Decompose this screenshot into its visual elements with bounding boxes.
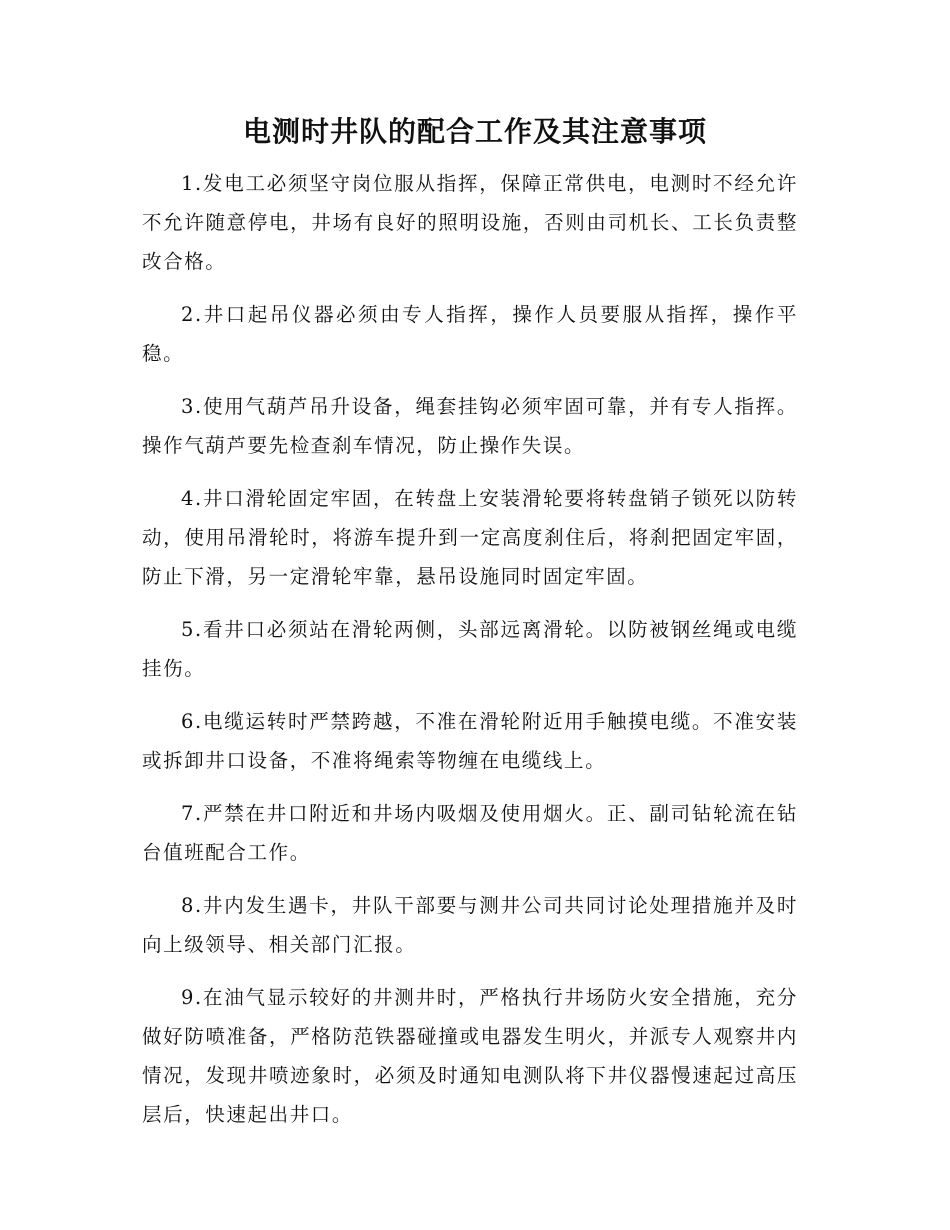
paragraph-9: 9.在油气显示较好的井测井时，严格执行井场防火安全措施，充分做好防喷准备，严格防范铁器碰撞或电器发生明火，并派专人观察井内情况，发现井喷迹象时，必须及时通知电测队将下井仪器慢速起过高压层后，快速起出井口。 — [142, 986, 798, 1126]
document-body — [142, 164, 798, 1148]
paragraph-5: 5.看井口必须站在滑轮两侧，头部远离滑轮。以防被钢丝绳或电缆挂伤。 — [142, 618, 798, 680]
paragraph-1: 1.发电工必须坚守岗位服从指挥，保障正常供电，电测时不经允许不允许随意停电，井场有良好的照明设施，否则由司机长、工长负责整改合格。 — [142, 172, 798, 273]
paragraph-8: 8.井内发生遇卡，井队干部要与测井公司共同讨论处理措施并及时向上级领导、相关部门汇报。 — [142, 894, 798, 956]
paragraph-6: 6.电缆运转时严禁跨越，不准在滑轮附近用手触摸电缆。不准安装或拆卸井口设备，不准将绳索等物缠在电缆线上。 — [142, 710, 798, 772]
paragraph-7: 7.严禁在井口附近和井场内吸烟及使用烟火。正、副司钻轮流在钻台值班配合工作。 — [142, 802, 798, 864]
paragraph-2: 2.井口起吊仪器必须由专人指挥，操作人员要服从指挥，操作平稳。 — [142, 303, 798, 365]
document-title: 电测时井队的配合工作及其注意事项 — [242, 115, 707, 148]
paragraph-3: 3.使用气葫芦吊升设备，绳套挂钩必须牢固可靠，并有专人指挥。操作气葫芦要先检查刹车情况，防止操作失误。 — [142, 395, 798, 457]
paragraph-4: 4.井口滑轮固定牢固，在转盘上安装滑轮要将转盘销子锁死以防转动，使用吊滑轮时，将游车提升到一定高度刹住后，将刹把固定牢固，防止下滑，另一定滑轮牢靠，悬吊设施同时固定牢固。 — [142, 487, 798, 588]
